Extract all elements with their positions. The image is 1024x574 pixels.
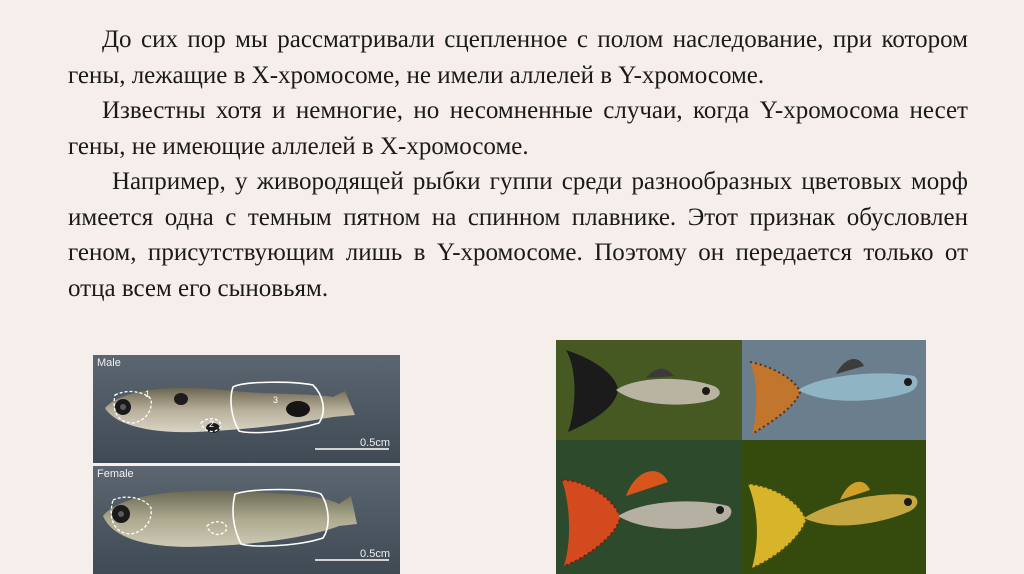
photo-guppy-green-yellow <box>742 440 926 574</box>
figure-female-panel <box>93 466 400 574</box>
paragraph-2: Известны хотя и немногие, но несомненные случаи, когда Y-хромосома несет гены, не имеющие аллелей в Х-хромосоме. <box>68 97 968 160</box>
female-label: Female <box>97 468 134 480</box>
region-number-3: 3 <box>273 395 279 405</box>
figure-male-panel <box>93 355 400 463</box>
female-fish-image <box>93 466 400 574</box>
region-number-2: 2 <box>209 419 215 429</box>
photo-guppy-red-tail <box>556 440 742 574</box>
paragraph-3: Например, у живородящей рыбки гуппи среди разнообразных цветовых морф имеется одна с темным пятном на спинном плавнике. Этот признак обусловлен геном, присутствующим лишь в Y-хромосоме. Поэтому он передается только от отца всем его сыновьям. <box>68 168 968 302</box>
photo-guppy-leopard-blue <box>742 340 926 440</box>
region-number-1: 1 <box>145 389 151 399</box>
text-block <box>68 22 968 306</box>
male-scale-label: 0.5cm <box>360 437 390 449</box>
paragraph-1: До сих пор мы рассматривали сцепленное с полом наследование, при котором гены, лежащие в Х-хромосоме, не имели аллелей в Y-хромосоме. <box>68 26 968 89</box>
male-label: Male <box>97 357 121 369</box>
photo-guppy-black-tail <box>556 340 742 440</box>
female-scale-label: 0.5cm <box>360 548 390 560</box>
male-fish-image <box>93 355 400 463</box>
